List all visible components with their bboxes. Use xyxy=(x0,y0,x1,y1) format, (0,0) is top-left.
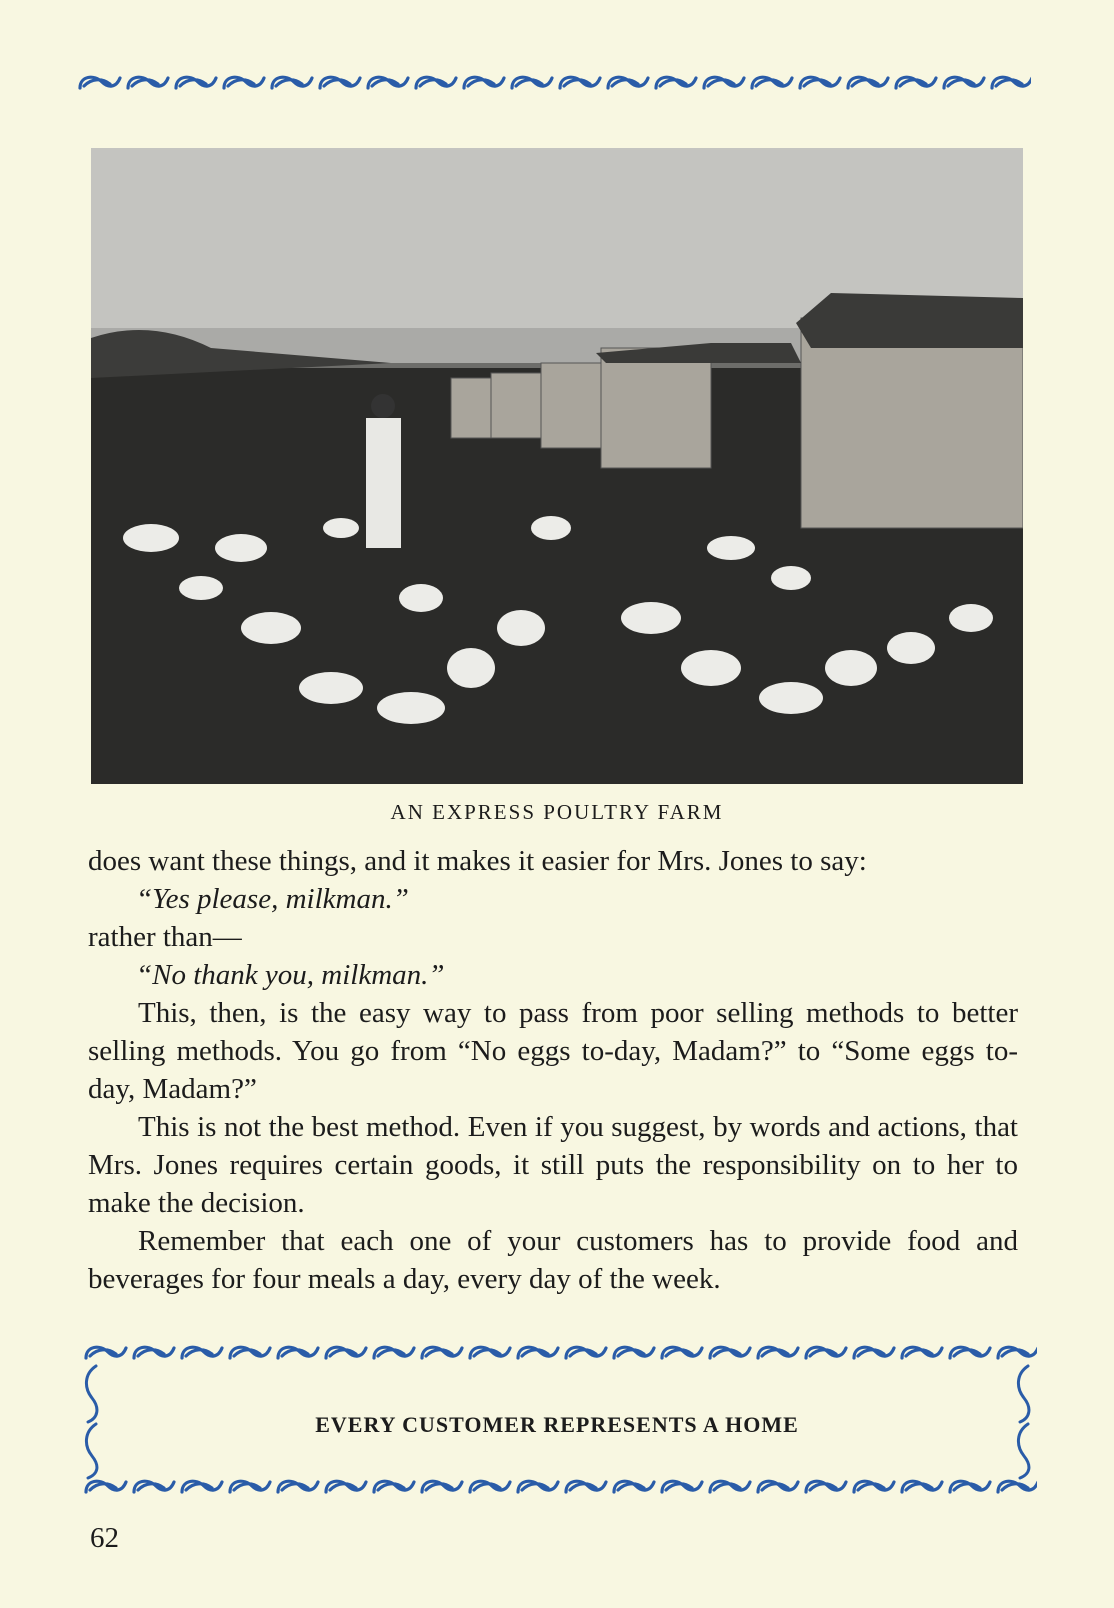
paragraph: This is not the best method. Even if you suggest, by words and actions, that Mrs. Jones requires certain goods, it still puts the responsibility on to her to make the decision. xyxy=(88,1111,1018,1219)
motto-border-bottom xyxy=(82,1472,1037,1498)
paragraph: This, then, is the easy way to pass from poor selling methods to better selling methods. You go from “No eggs to-day, Madam?” to “Some eggs to-day, Madam?” xyxy=(88,997,1018,1105)
body-line: does want these things, and it makes it easier for Mrs. Jones to say: xyxy=(88,845,867,877)
paragraph: Remember that each one of your customers has to provide food and beverages for four meals a day, every day of the week. xyxy=(88,1225,1018,1295)
poultry-farm-photo xyxy=(91,148,1023,784)
page-number: 62 xyxy=(90,1522,119,1554)
top-ornamental-border xyxy=(76,68,1031,94)
quote-no: “No thank you, milkman.” xyxy=(136,959,445,991)
motto-text: EVERY CUSTOMER REPRESENTS A HOME xyxy=(315,1412,799,1437)
body-text xyxy=(88,842,1018,1298)
quote-yes: “Yes please, milkman.” xyxy=(136,883,409,915)
motto-border-top xyxy=(82,1338,1037,1364)
body-line: rather than— xyxy=(88,921,242,953)
photo-caption: AN EXPRESS POULTRY FARM xyxy=(390,800,724,824)
